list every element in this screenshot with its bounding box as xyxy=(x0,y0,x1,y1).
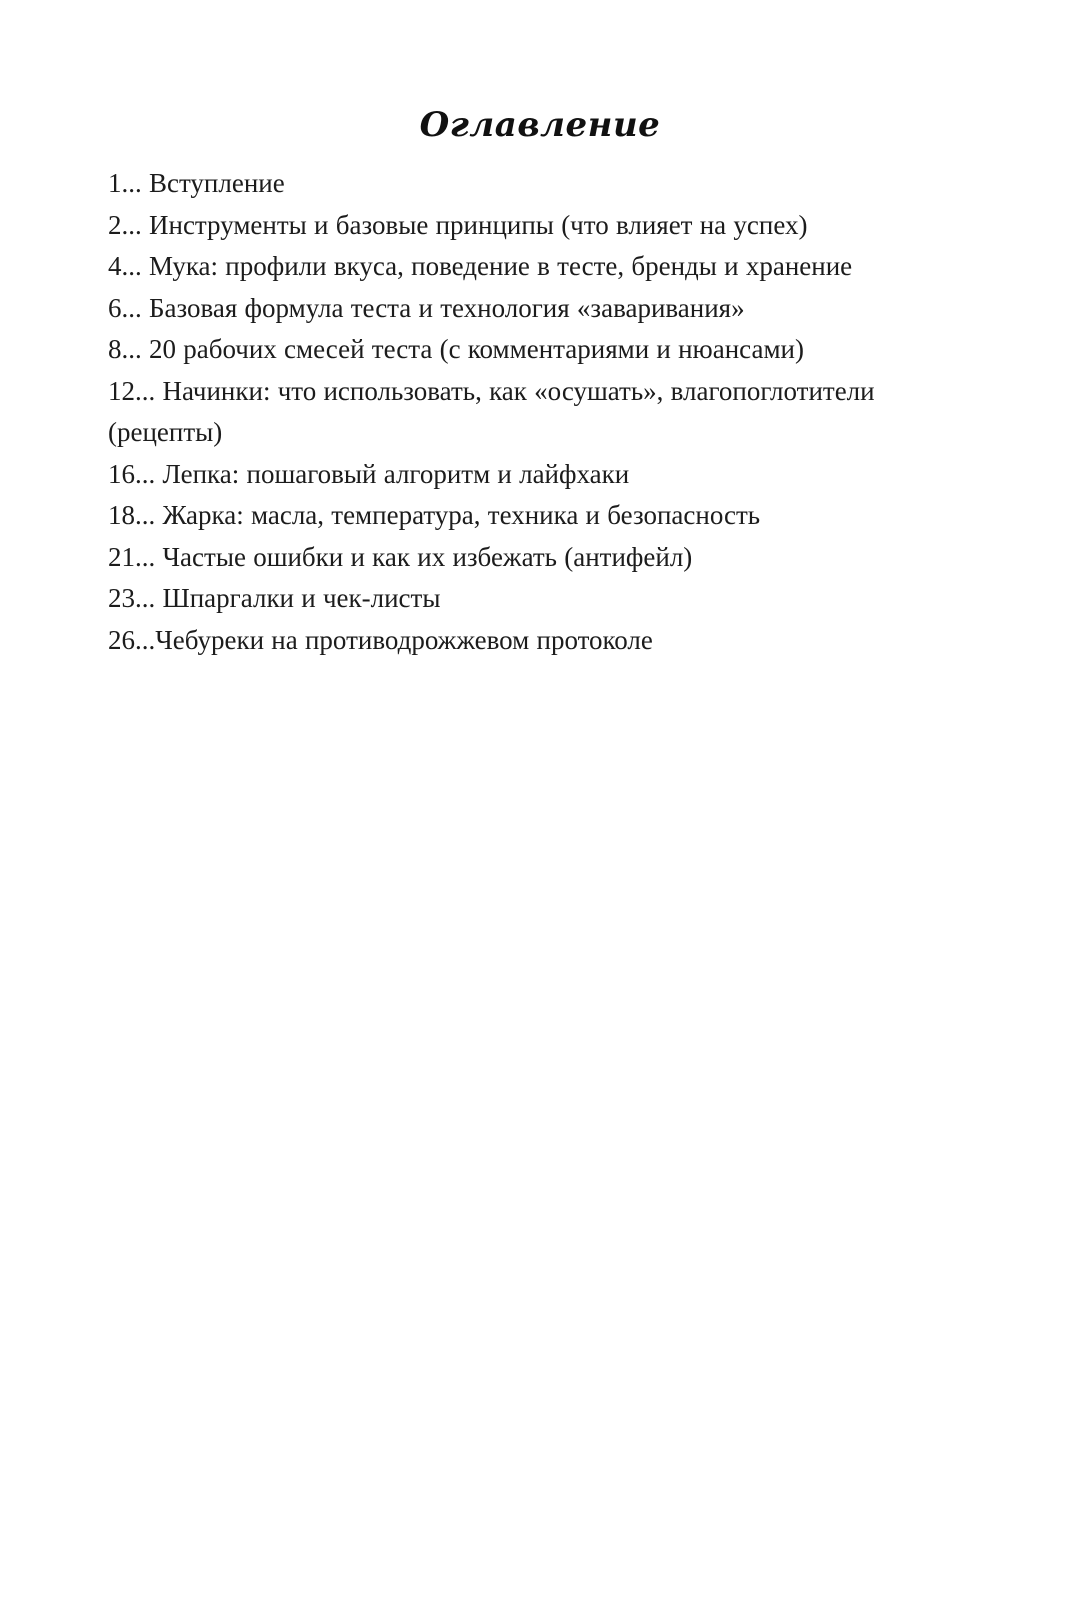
toc-item-2: 2... Инструменты и базовые принципы (что влияет на успех) xyxy=(108,209,808,240)
toc-item-1: 1... Вступление xyxy=(108,168,285,198)
toc-item-7: 16... Лепка: пошаговый алгоритм и лайфхаки xyxy=(108,458,630,489)
toc-item-6: 12... Начинки: что использовать, как «осушать», влагопоглотители (рецепты) xyxy=(108,375,875,447)
toc-item-9: 21... Частые ошибки и как их избежать (антифейл) xyxy=(108,541,693,572)
toc-item-3: 4... Мука: профили вкуса, поведение в тесте, бренды и хранение xyxy=(108,251,853,281)
page-title: Оглавление xyxy=(419,105,661,145)
toc-item-11: 26...Чебуреки на противодрожжевом протоколе xyxy=(108,624,653,655)
toc-item-4: 6... Базовая формула теста и технология «заваривания» xyxy=(108,292,745,323)
toc-item-10: 23... Шпаргалки и чек-листы xyxy=(108,583,441,613)
toc-item-5: 8... 20 рабочих смесей теста (с комментариями и нюансами) xyxy=(108,334,804,364)
table-of-contents xyxy=(108,163,988,661)
toc-item-8: 18... Жарка: масла, температура, техника и безопасность xyxy=(108,500,761,530)
